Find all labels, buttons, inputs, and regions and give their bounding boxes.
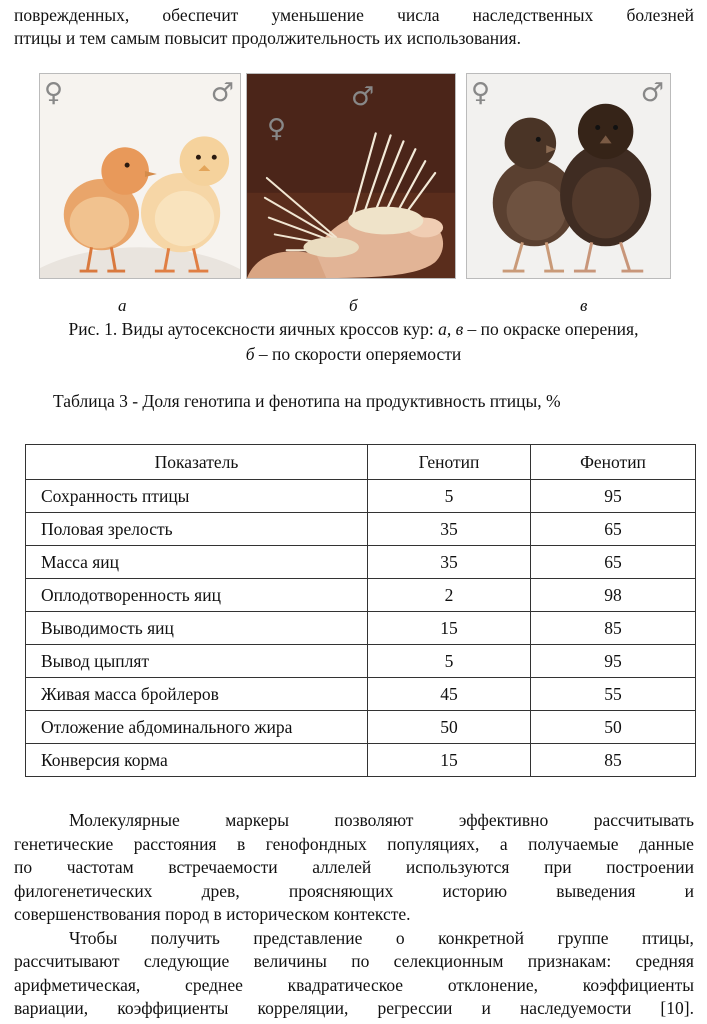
word: уменьшение	[271, 5, 364, 25]
paragraph-2-line	[14, 950, 694, 974]
header-phenotype: Фенотип	[531, 445, 696, 480]
word: селекционным	[393, 951, 504, 971]
word: о	[395, 927, 405, 948]
word: историю	[442, 880, 508, 901]
word: конкретной	[438, 927, 525, 948]
word: арифметическая,	[14, 974, 141, 995]
word: отклонение,	[447, 974, 539, 995]
word: и	[684, 880, 694, 901]
word: по	[351, 951, 370, 971]
female-symbol-icon: ♀	[44, 78, 64, 108]
word: регрессии	[377, 998, 453, 1018]
cell-genotype: 5	[368, 480, 531, 513]
word: встречаемости	[168, 857, 278, 877]
table-row	[26, 612, 696, 645]
word: частотам	[66, 857, 134, 877]
cell-phenotype: 50	[531, 711, 696, 744]
word: птицы,	[642, 927, 694, 948]
word: рассчитывать	[593, 810, 694, 830]
cell-indicator: Отложение абдоминального жира	[26, 711, 368, 744]
word: среднее	[185, 974, 243, 995]
cell-phenotype: 85	[531, 744, 696, 777]
word: средняя	[635, 951, 694, 971]
word: наследственных	[472, 5, 594, 25]
table-row	[26, 711, 696, 744]
male-symbol-icon: ♂	[210, 78, 234, 108]
cell-genotype: 45	[368, 678, 531, 711]
cell-indicator: Живая масса бройлеров	[26, 678, 368, 711]
word: квадратическое	[287, 974, 404, 995]
table-row	[26, 546, 696, 579]
figure-caption-line-1: Рис. 1. Виды аутосексности яичных кроссов кур: а, в – по окраске оперения,	[68, 319, 639, 339]
word: числа	[397, 5, 440, 25]
top-paragraph	[14, 4, 694, 50]
paragraph-2-line	[14, 997, 694, 1021]
word: болезней	[626, 5, 694, 25]
table-row	[26, 513, 696, 546]
table-header-row	[26, 445, 696, 480]
word: обеспечит	[162, 5, 239, 25]
word: коэффициенты	[117, 998, 229, 1018]
word: корреляции,	[257, 998, 349, 1018]
word: маркеры	[225, 810, 290, 830]
word: генетические	[14, 833, 114, 854]
table-row	[26, 579, 696, 612]
word: Чтобы	[69, 927, 118, 948]
table-row	[26, 678, 696, 711]
photo-c-color-sexing	[466, 73, 671, 279]
word: коэффициенты	[582, 974, 694, 995]
word: получаемые	[528, 833, 619, 854]
word: поврежденных,	[14, 5, 130, 25]
word: и	[481, 998, 491, 1018]
cell-phenotype: 55	[531, 678, 696, 711]
cell-genotype: 5	[368, 645, 531, 678]
word: построении	[606, 857, 694, 877]
word: группе	[557, 927, 609, 948]
word: генофондных	[265, 833, 367, 854]
table-row	[26, 645, 696, 678]
word: представление	[253, 927, 363, 948]
header-genotype: Генотип	[368, 445, 531, 480]
cell-phenotype: 85	[531, 612, 696, 645]
photo-a-color-sexing	[39, 73, 241, 279]
cell-phenotype: 95	[531, 645, 696, 678]
cell-phenotype: 65	[531, 546, 696, 579]
cell-indicator: Оплодотворенность яиц	[26, 579, 368, 612]
word: данные	[638, 833, 694, 854]
cell-genotype: 2	[368, 579, 531, 612]
word: по	[14, 857, 33, 877]
top-paragraph-line-1	[14, 4, 694, 27]
female-symbol-icon: ♀	[267, 114, 287, 144]
word: древ,	[201, 880, 240, 901]
table-title: Таблица 3 - Доля генотипа и фенотипа на продуктивность птицы, %	[53, 391, 561, 411]
word: величины	[253, 951, 327, 971]
cell-genotype: 15	[368, 612, 531, 645]
word: а	[499, 833, 508, 854]
word: вариации,	[14, 998, 89, 1018]
cell-genotype: 35	[368, 546, 531, 579]
paragraph-2-line	[14, 927, 694, 951]
paragraph-1-line	[14, 880, 694, 904]
cell-genotype: 35	[368, 513, 531, 546]
word: [10].	[660, 998, 694, 1018]
word: филогенетических	[14, 880, 153, 901]
cell-phenotype: 65	[531, 513, 696, 546]
figure-caption-line-2: б – по скорости оперяемости	[245, 344, 462, 364]
cell-indicator: Выводимость яиц	[26, 612, 368, 645]
top-paragraph-line-2: птицы и тем самым повысит продолжительность их использования.	[14, 28, 521, 48]
male-symbol-icon: ♂	[351, 82, 375, 112]
panel-letter-b: б	[349, 296, 358, 315]
word: аллелей	[312, 857, 372, 877]
panel-letter-c: в	[580, 296, 588, 315]
table-row	[26, 744, 696, 777]
cell-indicator: Половая зрелость	[26, 513, 368, 546]
word: следующие	[143, 951, 230, 971]
word: в	[236, 833, 246, 854]
paragraph-1-last-line: совершенствования пород в историческом контексте.	[14, 904, 411, 924]
paragraph-2-line	[14, 974, 694, 998]
female-symbol-icon: ♀	[471, 78, 491, 108]
word: позволяют	[334, 810, 414, 830]
paragraph-1-line	[14, 833, 694, 857]
word: Молекулярные	[69, 810, 180, 830]
word: наследуемости	[519, 998, 632, 1018]
bottom-paragraphs	[14, 809, 694, 1021]
cell-indicator: Конверсия корма	[26, 744, 368, 777]
cell-genotype: 15	[368, 744, 531, 777]
word: используются	[405, 857, 510, 877]
word: рассчитывают	[14, 951, 120, 971]
cell-genotype: 50	[368, 711, 531, 744]
word: популяциях,	[387, 833, 480, 854]
cell-indicator: Масса яиц	[26, 546, 368, 579]
word: проясняющих	[288, 880, 394, 901]
cell-indicator: Сохранность птицы	[26, 480, 368, 513]
paragraph-1-line	[14, 809, 694, 833]
table-row	[26, 480, 696, 513]
cell-phenotype: 95	[531, 480, 696, 513]
photo-b-feathering-sexing	[246, 73, 456, 279]
word: получить	[150, 927, 220, 948]
male-symbol-icon: ♂	[640, 78, 664, 108]
word: расстояния	[133, 833, 217, 854]
cell-phenotype: 98	[531, 579, 696, 612]
word: при	[544, 857, 572, 877]
word: выведения	[556, 880, 636, 901]
header-indicator: Показатель	[26, 445, 368, 480]
paragraph-1-line	[14, 856, 694, 880]
chicks-dark-image	[467, 74, 670, 278]
word: эффективно	[458, 810, 549, 830]
word: признакам:	[527, 951, 612, 971]
cell-indicator: Вывод цыплят	[26, 645, 368, 678]
panel-letter-a: а	[118, 296, 127, 315]
data-table	[25, 444, 696, 777]
